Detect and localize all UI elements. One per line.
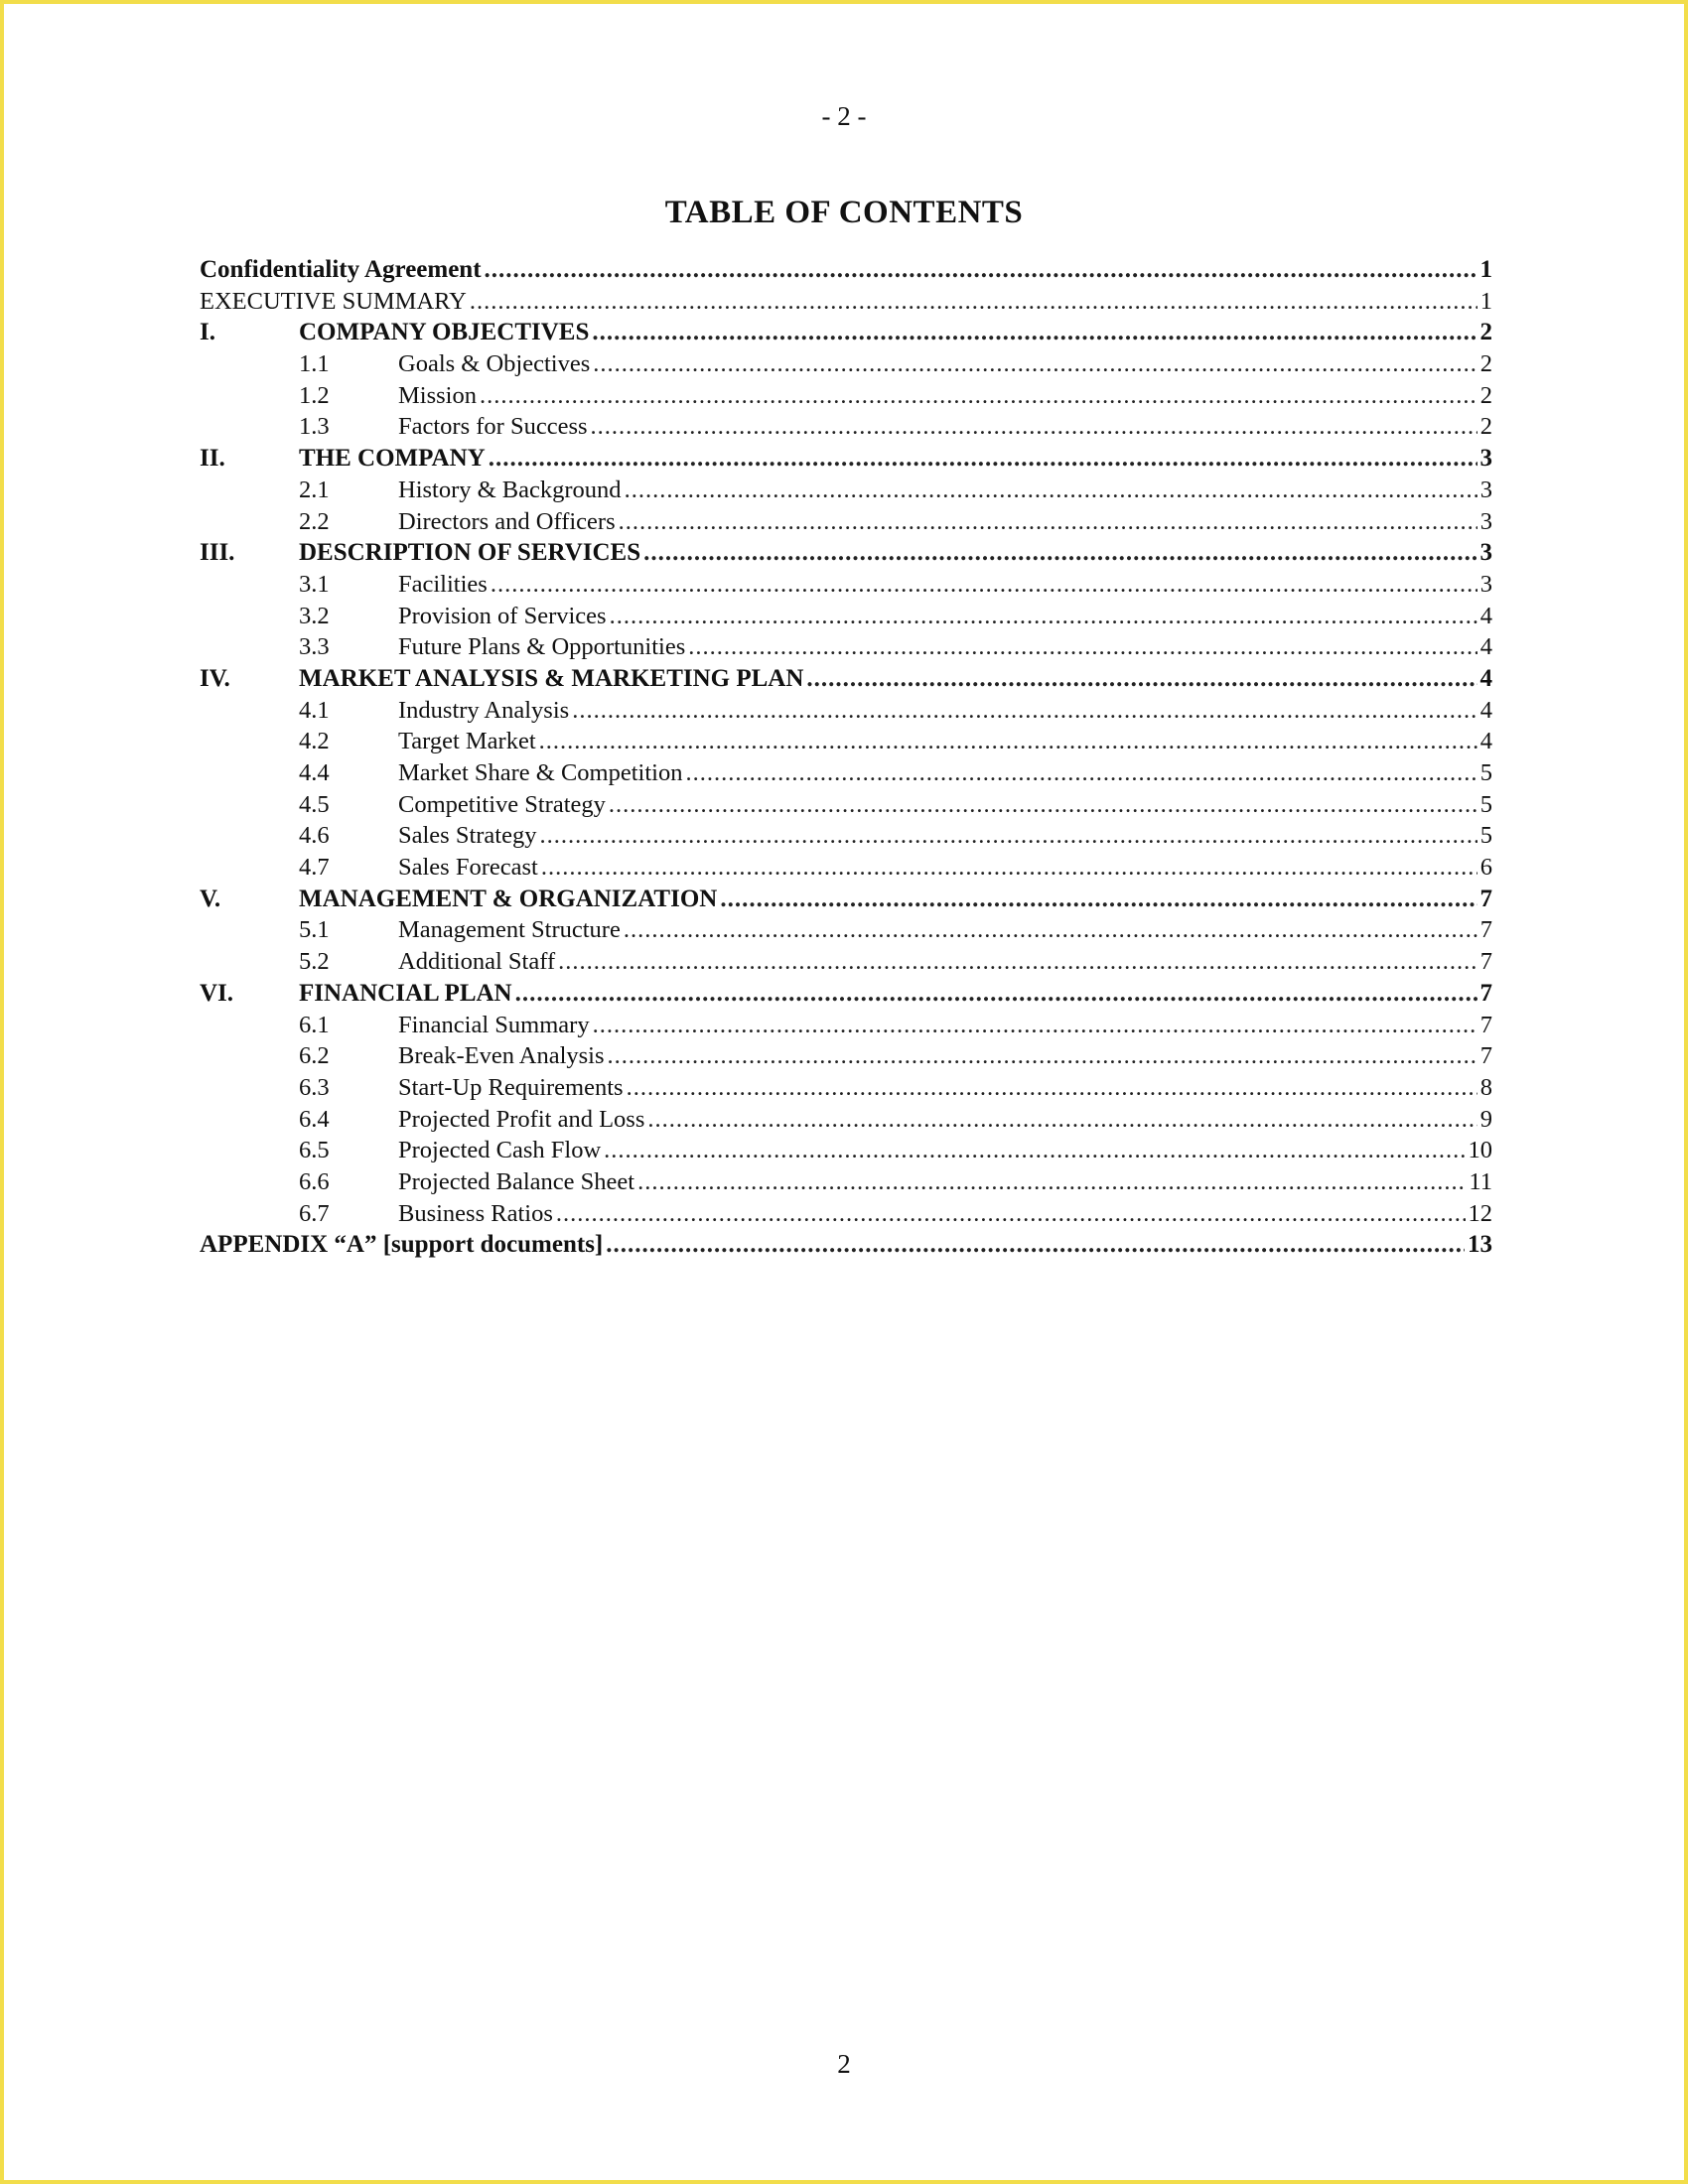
dot-leader <box>540 820 1477 852</box>
dot-leader <box>558 946 1477 978</box>
dot-leader <box>539 726 1477 757</box>
dot-leader <box>470 286 1477 318</box>
toc-entry-number: 5.2 <box>299 948 330 976</box>
toc-entry-label: Projected Balance Sheet <box>398 1167 635 1195</box>
toc-entry[interactable] <box>200 537 1492 569</box>
toc-entry-number: 6.3 <box>299 1073 330 1101</box>
dot-leader <box>593 1010 1477 1041</box>
page-title: TABLE OF CONTENTS <box>664 195 1024 230</box>
toc-entry-page-number: 3 <box>1479 539 1492 567</box>
dot-leader <box>647 1104 1477 1136</box>
toc-entry-page-number: 7 <box>1479 885 1492 912</box>
toc-entry-page-number: 4 <box>1479 664 1492 692</box>
toc-entry-page-number: 3 <box>1479 445 1492 473</box>
toc-entry[interactable] <box>200 286 1492 318</box>
dot-leader <box>515 978 1477 1010</box>
toc-entry-number: 6.5 <box>299 1137 330 1164</box>
toc-entry-label: Break-Even Analysis <box>398 1042 605 1070</box>
toc-entry-label: Business Ratios <box>398 1199 553 1227</box>
toc-entry-page-number: 4 <box>1479 728 1492 755</box>
toc-entry-number: 1.3 <box>299 413 330 441</box>
header-page-marker: - 2 - <box>821 101 867 131</box>
dot-leader <box>610 601 1477 632</box>
toc-entry-label: Goals & Objectives <box>398 350 591 378</box>
dot-leader <box>720 884 1477 915</box>
toc-entry-number: 3.2 <box>299 602 330 629</box>
toc-entry-label: COMPANY OBJECTIVES <box>299 319 590 346</box>
toc-entry-number: 6.2 <box>299 1042 330 1070</box>
toc-entry-label: Future Plans & Opportunities <box>398 633 686 661</box>
toc-entry-number: V. <box>200 885 221 912</box>
toc-entry-label: Provision of Services <box>398 602 607 629</box>
toc-entry-number: 4.7 <box>299 854 330 882</box>
toc-entry-number: II. <box>200 445 225 473</box>
toc-entry-page-number: 3 <box>1479 507 1492 535</box>
toc-entry-number: 6.6 <box>299 1167 330 1195</box>
toc-entry[interactable] <box>200 663 1492 695</box>
toc-entry-page-number: 1 <box>1479 256 1492 283</box>
toc-entry-number: I. <box>200 319 215 346</box>
toc-entry-page-number: 9 <box>1479 1105 1492 1133</box>
dot-leader <box>480 380 1477 412</box>
toc-entry-label: Projected Profit and Loss <box>398 1105 645 1133</box>
toc-entry[interactable] <box>200 411 1492 443</box>
toc-entry-label: Competitive Strategy <box>398 790 606 818</box>
toc-entry[interactable] <box>200 726 1492 757</box>
toc-entry[interactable] <box>200 1135 1492 1166</box>
toc-entry-number: VI. <box>200 979 234 1007</box>
toc-entry-page-number: 7 <box>1479 948 1492 976</box>
toc-entry-label: THE COMPANY <box>299 445 486 473</box>
dot-leader <box>637 1166 1466 1198</box>
dot-leader <box>491 569 1477 601</box>
toc-entry-page-number: 2 <box>1479 350 1492 378</box>
toc-entry[interactable] <box>200 569 1492 601</box>
toc-entry-number: 4.4 <box>299 759 330 786</box>
dot-leader <box>806 663 1477 695</box>
toc-entry-page-number: 7 <box>1479 979 1492 1007</box>
toc-entry-label: Mission <box>398 381 477 409</box>
dot-leader <box>572 695 1477 727</box>
table-of-contents <box>200 254 1492 1261</box>
toc-entry-page-number: 5 <box>1479 759 1492 786</box>
dot-leader <box>592 317 1477 348</box>
toc-entry-page-number: 3 <box>1479 476 1492 503</box>
toc-entry-label: Factors for Success <box>398 413 588 441</box>
toc-entry-page-number: 5 <box>1479 790 1492 818</box>
toc-entry-label: Start-Up Requirements <box>398 1073 624 1101</box>
toc-entry-number: 4.6 <box>299 822 330 850</box>
footer-page-number: 2 <box>837 2049 851 2079</box>
toc-entry-page-number: 11 <box>1469 1167 1492 1195</box>
toc-entry[interactable] <box>200 789 1492 821</box>
toc-entry-label: Confidentiality Agreement <box>200 256 482 283</box>
dot-leader <box>624 914 1477 946</box>
toc-entry-label: Management Structure <box>398 916 621 944</box>
toc-entry-page-number: 13 <box>1468 1231 1492 1259</box>
toc-entry[interactable] <box>200 1229 1492 1261</box>
toc-entry[interactable] <box>200 443 1492 475</box>
toc-entry-label: DESCRIPTION OF SERVICES <box>299 539 641 567</box>
toc-entry-number: 2.1 <box>299 476 330 503</box>
dot-leader <box>606 1229 1465 1261</box>
toc-entry-label: APPENDIX “A” [support documents] <box>200 1231 604 1259</box>
toc-entry-page-number: 4 <box>1479 633 1492 661</box>
toc-entry-number: 4.1 <box>299 696 330 724</box>
toc-entry-page-number: 6 <box>1479 854 1492 882</box>
toc-entry[interactable] <box>200 914 1492 946</box>
toc-entry[interactable] <box>200 601 1492 632</box>
toc-entry-page-number: 7 <box>1479 916 1492 944</box>
dot-leader <box>591 411 1477 443</box>
toc-entry[interactable] <box>200 475 1492 506</box>
toc-entry-label: Industry Analysis <box>398 696 570 724</box>
toc-entry[interactable] <box>200 348 1492 380</box>
toc-entry-number: IV. <box>200 664 230 692</box>
toc-entry[interactable] <box>200 1166 1492 1198</box>
toc-entry-label: Directors and Officers <box>398 507 616 535</box>
dot-leader <box>541 852 1477 884</box>
dot-leader <box>609 789 1477 821</box>
toc-entry-number: 5.1 <box>299 916 330 944</box>
dot-leader <box>556 1198 1466 1230</box>
toc-entry-number: 3.1 <box>299 570 330 598</box>
dot-leader <box>685 757 1477 789</box>
toc-entry-label: Projected Cash Flow <box>398 1137 602 1164</box>
toc-entry-label: Facilities <box>398 570 488 598</box>
dot-leader <box>489 443 1477 475</box>
toc-entry[interactable] <box>200 852 1492 884</box>
toc-entry-page-number: 8 <box>1479 1073 1492 1101</box>
toc-entry[interactable] <box>200 1104 1492 1136</box>
dot-leader <box>688 631 1477 663</box>
toc-entry[interactable] <box>200 757 1492 789</box>
toc-entry[interactable] <box>200 946 1492 978</box>
toc-entry-page-number: 5 <box>1479 822 1492 850</box>
toc-entry-number: 6.1 <box>299 1011 330 1038</box>
toc-entry-label: Sales Forecast <box>398 854 538 882</box>
toc-entry-page-number: 2 <box>1479 413 1492 441</box>
toc-entry-page-number: 12 <box>1468 1199 1492 1227</box>
toc-entry-label: Financial Summary <box>398 1011 590 1038</box>
toc-entry[interactable] <box>200 1198 1492 1230</box>
toc-entry-label: History & Background <box>398 476 622 503</box>
toc-entry-number: 4.2 <box>299 728 330 755</box>
toc-entry[interactable] <box>200 506 1492 538</box>
dot-leader <box>608 1040 1477 1072</box>
toc-entry-label: Sales Strategy <box>398 822 537 850</box>
toc-entry-page-number: 4 <box>1479 602 1492 629</box>
toc-entry-label: Additional Staff <box>398 948 556 976</box>
toc-entry-label: MANAGEMENT & ORGANIZATION <box>299 885 718 912</box>
toc-entry[interactable] <box>200 978 1492 1010</box>
toc-entry-number: 2.2 <box>299 507 330 535</box>
toc-entry-page-number: 1 <box>1479 287 1492 315</box>
toc-entry-label: FINANCIAL PLAN <box>299 979 512 1007</box>
toc-entry-number: 6.7 <box>299 1199 330 1227</box>
toc-entry-number: 4.5 <box>299 790 330 818</box>
toc-entry[interactable] <box>200 1010 1492 1041</box>
toc-entry[interactable] <box>200 1072 1492 1104</box>
dot-leader <box>625 475 1477 506</box>
dot-leader <box>604 1135 1465 1166</box>
toc-entry-page-number: 10 <box>1468 1137 1492 1164</box>
toc-entry-number: 3.3 <box>299 633 330 661</box>
toc-entry[interactable] <box>200 317 1492 348</box>
toc-entry-page-number: 2 <box>1479 319 1492 346</box>
toc-entry[interactable] <box>200 820 1492 852</box>
toc-entry-number: III. <box>200 539 235 567</box>
toc-entry-page-number: 4 <box>1479 696 1492 724</box>
toc-entry[interactable] <box>200 1040 1492 1072</box>
toc-entry-label: Market Share & Competition <box>398 759 683 786</box>
toc-entry-label: Target Market <box>398 728 536 755</box>
toc-entry-page-number: 2 <box>1479 381 1492 409</box>
toc-entry-number: 1.2 <box>299 381 330 409</box>
toc-entry-label: EXECUTIVE SUMMARY <box>200 287 467 315</box>
toc-entry[interactable] <box>200 254 1492 286</box>
dot-leader <box>643 537 1477 569</box>
toc-entry[interactable] <box>200 695 1492 727</box>
toc-entry[interactable] <box>200 884 1492 915</box>
toc-entry-page-number: 7 <box>1479 1042 1492 1070</box>
toc-entry[interactable] <box>200 631 1492 663</box>
dot-leader <box>627 1072 1477 1104</box>
toc-entry-page-number: 7 <box>1479 1011 1492 1038</box>
dot-leader <box>593 348 1477 380</box>
toc-entry-page-number: 3 <box>1479 570 1492 598</box>
toc-entry-number: 6.4 <box>299 1105 330 1133</box>
dot-leader <box>485 254 1477 286</box>
toc-entry-label: MARKET ANALYSIS & MARKETING PLAN <box>299 664 804 692</box>
toc-entry-number: 1.1 <box>299 350 330 378</box>
toc-entry[interactable] <box>200 380 1492 412</box>
dot-leader <box>619 506 1477 538</box>
